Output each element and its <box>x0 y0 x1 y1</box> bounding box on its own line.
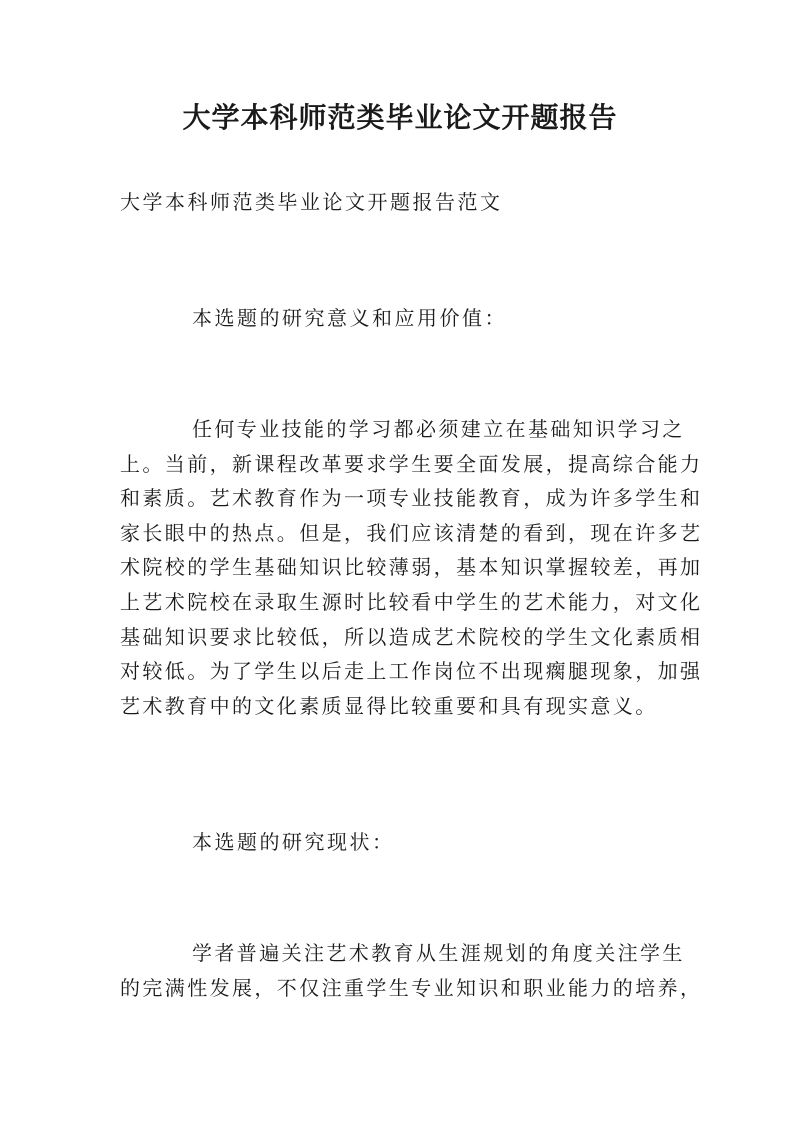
paragraph-line: 家长眼中的热点。但是，我们应该清楚的看到，现在许多艺 <box>120 520 703 545</box>
paragraph-line: 基础知识要求比较低，所以造成艺术院校的学生文化素质相 <box>120 624 703 649</box>
paragraph-line: 上。当前，新课程改革要求学生要全面发展，提高综合能力 <box>120 451 703 476</box>
paragraph-line: 学者普遍关注艺术教育从生涯规划的角度关注学生 <box>192 941 685 965</box>
section-paragraph-significance <box>120 412 703 723</box>
document-title: 大学本科师范类毕业论文开题报告 <box>182 101 618 134</box>
section-heading-status: 本选题的研究现状： <box>192 830 395 854</box>
paragraph-line: 任何专业技能的学习都必须建立在基础知识学习之 <box>192 417 685 441</box>
document-subtitle: 大学本科师范类毕业论文开题报告范文 <box>120 190 503 214</box>
paragraph-line: 术院校的学生基础知识比较薄弱，基本知识掌握较差，再加 <box>120 555 703 580</box>
paragraph-line: 对较低。为了学生以后走上工作岗位不出现瘸腿现象，加强 <box>120 659 703 684</box>
paragraph-line: 上艺术院校在录取生源时比较看中学生的艺术能力，对文化 <box>120 589 703 614</box>
paragraph-line: 的完满性发展，不仅注重学生专业知识和职业能力的培养， <box>120 975 703 1000</box>
paragraph-line: 和素质。艺术教育作为一项专业技能教育，成为许多学生和 <box>120 486 703 511</box>
section-heading-significance: 本选题的研究意义和应用价值： <box>192 306 507 330</box>
section-paragraph-status <box>120 936 703 1005</box>
paragraph-line: 艺术教育中的文化素质显得比较重要和具有现实意义。 <box>120 693 658 718</box>
